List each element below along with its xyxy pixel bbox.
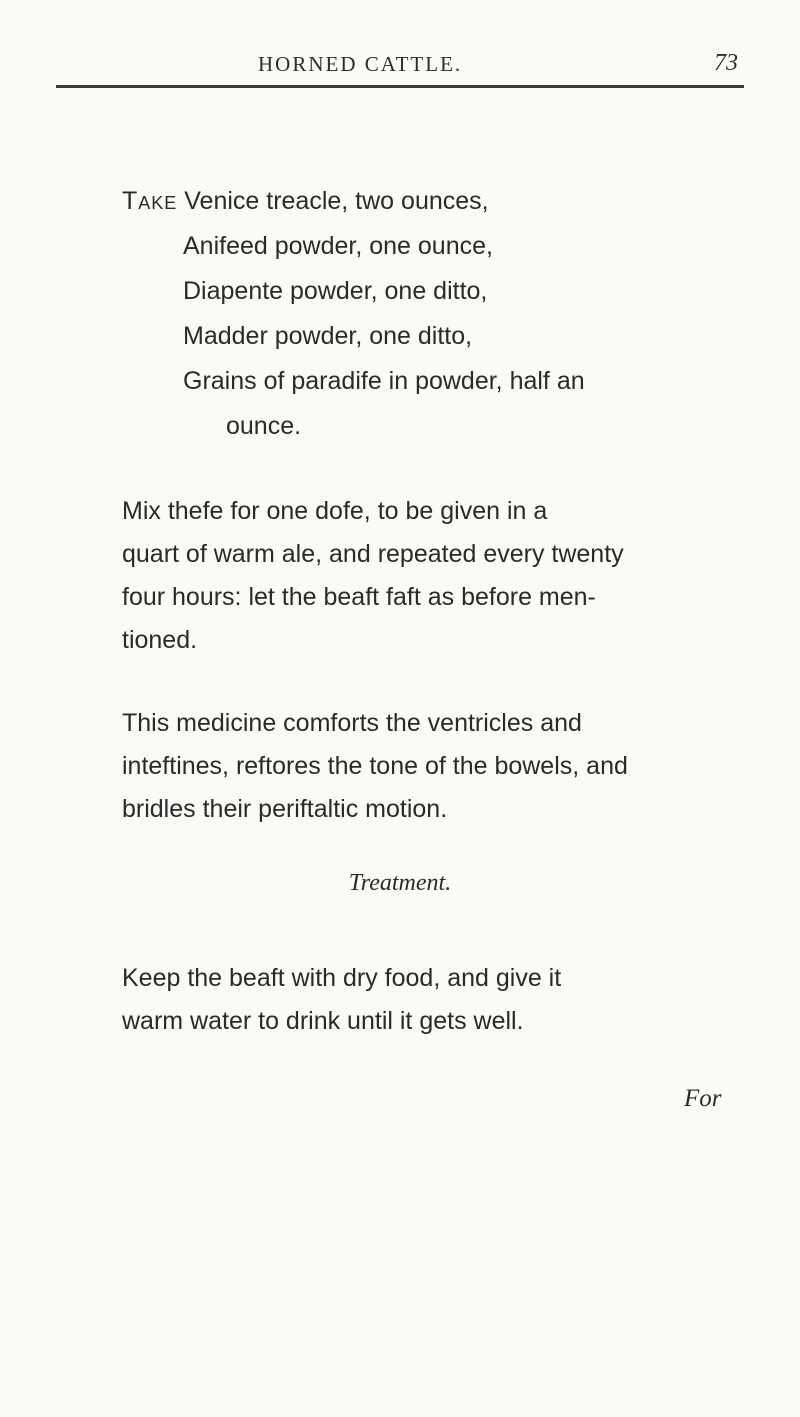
paragraph-line: tioned. (122, 626, 198, 654)
paragraph-line: four hours: let the beaft faft as before men- (122, 583, 596, 611)
paragraph-line: quart of warm ale, and repeated every twenty (122, 540, 624, 568)
directions-paragraph (122, 490, 730, 662)
recipe-ingredient: Madder powder, one ditto, (183, 322, 473, 350)
treatment-heading: Treatment. (348, 870, 452, 896)
recipe-ingredient: Diapente powder, one ditto, (183, 277, 488, 305)
page-number: 73 (714, 50, 738, 76)
effects-paragraph (122, 702, 730, 831)
recipe-line-1 (122, 180, 489, 223)
recipe-ingredient: Anifeed powder, one ounce, (183, 232, 493, 260)
recipe-ingredient: Grains of paradife in powder, half an (183, 367, 585, 395)
recipe-ingredient: ounce. (226, 412, 302, 440)
recipe-ingredient: Venice treacle, two ounces, (184, 187, 489, 215)
paragraph-line: Keep the beaft with dry food, and give it (122, 964, 562, 992)
paragraph-line: This medicine comforts the ventricles and (122, 709, 582, 737)
paragraph-line: warm water to drink until it gets well. (122, 1007, 524, 1035)
paragraph-line: bridles their periftaltic motion. (122, 795, 448, 823)
treatment-paragraph (122, 957, 730, 1043)
header-rule (56, 85, 744, 88)
catchword: For (684, 1085, 722, 1112)
paragraph-line: Mix thefe for one dofe, to be given in a (122, 497, 548, 525)
running-head: HORNED CATTLE. (258, 52, 463, 76)
paragraph-line: inteftines, reftores the tone of the bowels, and (122, 752, 628, 780)
recipe-lead-word: Take (122, 187, 178, 215)
